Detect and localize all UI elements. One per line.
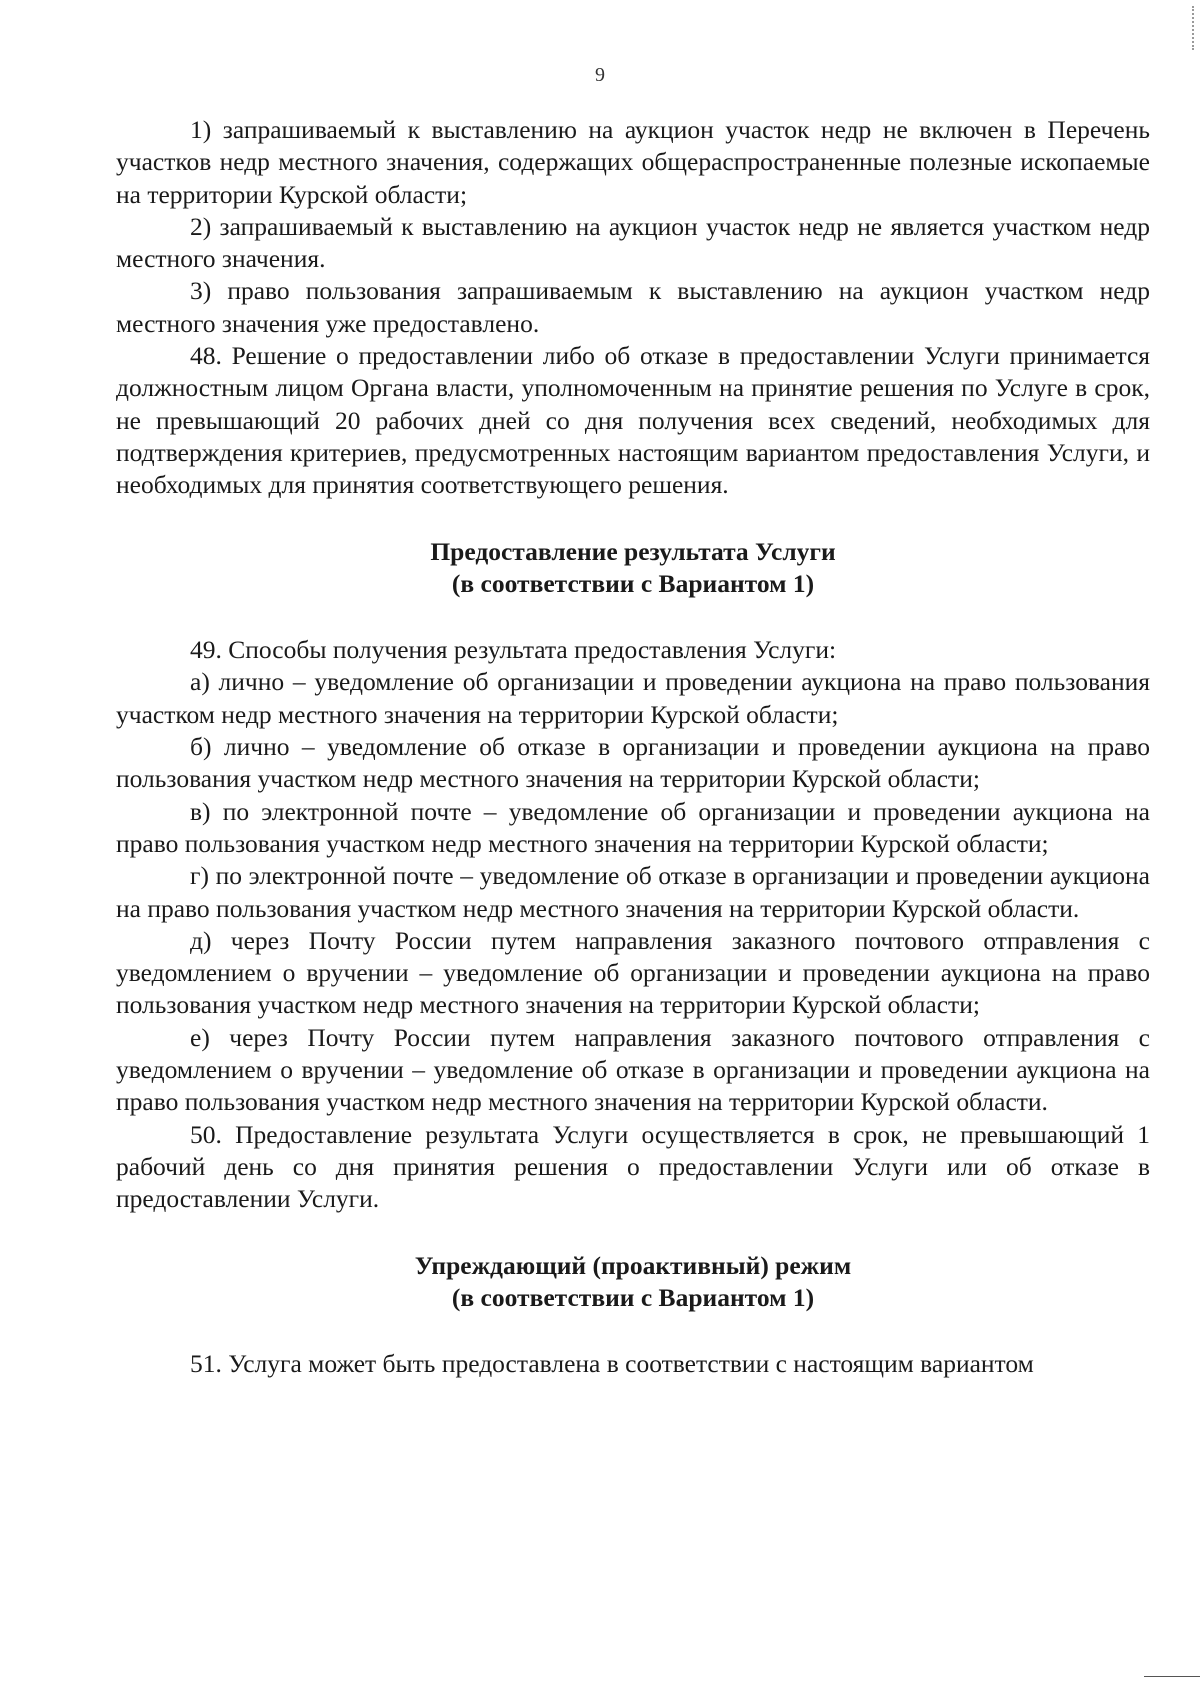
section-heading-result: Предоставление результата Услуги bbox=[430, 536, 836, 566]
scan-edge-mark bbox=[1189, 6, 1194, 50]
document-body bbox=[116, 114, 1150, 1380]
paragraph-2: 2) запрашиваемый к выставлению на аукцион участок недр не является участком недр местного значения. bbox=[116, 211, 1150, 274]
paragraph-3: 3) право пользования запрашиваемым к выставлению на аукцион участком недр местного значения уже предоставлено. bbox=[116, 276, 1150, 338]
section-subheading-proactive: (в соответствии с Вариантом 1) bbox=[451, 1282, 815, 1312]
paragraph-49v: в) по электронной почте – уведомление об организации и проведении аукциона на право пользования участком недр местного значения на территории Курской области; bbox=[116, 796, 1150, 858]
scan-edge-line bbox=[1144, 1676, 1200, 1677]
paragraph-49g: г) по электронной почте – уведомление об отказе в организации и проведении аукциона на право пользования участком недр местного значения на территории Курской области. bbox=[116, 861, 1150, 923]
paragraph-48: 48. Решение о предоставлении либо об отказе в предоставлении Услуги принимается должностным лицом Органа власти, уполномоченным на принятие решения по Услуге в срок, не превышающий 20 рабочих дней со дня получения всех сведений, необходимых для подтверждения критериев, предусмотренных настоящим вариантом предоставления Услуги, и необходимых для принятия соответствующего решения. bbox=[116, 341, 1150, 500]
paragraph-49d: д) через Почту России путем направления заказного почтового отправления с уведомлением о вручении – уведомление об организации и проведении аукциона на право пользования участком недр местного значения на территории Курской области; bbox=[116, 925, 1150, 1020]
paragraph-49e: е) через Почту России путем направления заказного почтового отправления с уведомлением о вручении – уведомление об отказе в организации и проведении аукциона на право пользования участком недр местного значения на территории Курской области. bbox=[116, 1022, 1150, 1117]
paragraph-51: 51. Услуга может быть предоставлена в соответствии с настоящим вариантом bbox=[190, 1349, 1034, 1379]
paragraph-49: 49. Способы получения результата предоставления Услуги: bbox=[190, 635, 837, 665]
paragraph-1: 1) запрашиваемый к выставлению на аукцион участок недр не включен в Перечень участков недр местного значения, содержащих общераспространенные полезные ископаемые на территории Курской области; bbox=[116, 115, 1150, 209]
paragraph-50: 50. Предоставление результата Услуги осуществляется в срок, не превышающий 1 рабочий день со дня принятия решения о предоставлении Услуги или об отказе в предоставлении Услуги. bbox=[116, 1119, 1150, 1214]
paragraph-49a: а) лично – уведомление об организации и проведении аукциона на право пользования участком недр местного значения на территории Курской области; bbox=[116, 667, 1150, 729]
section-subheading-result: (в соответствии с Вариантом 1) bbox=[451, 568, 815, 598]
section-heading-proactive: Упреждающий (проактивный) режим bbox=[414, 1250, 852, 1280]
paragraph-49b: б) лично – уведомление об отказе в организации и проведении аукциона на право пользования участком недр местного значения на территории Курской области; bbox=[116, 732, 1150, 794]
page-number: 9 bbox=[595, 64, 605, 86]
